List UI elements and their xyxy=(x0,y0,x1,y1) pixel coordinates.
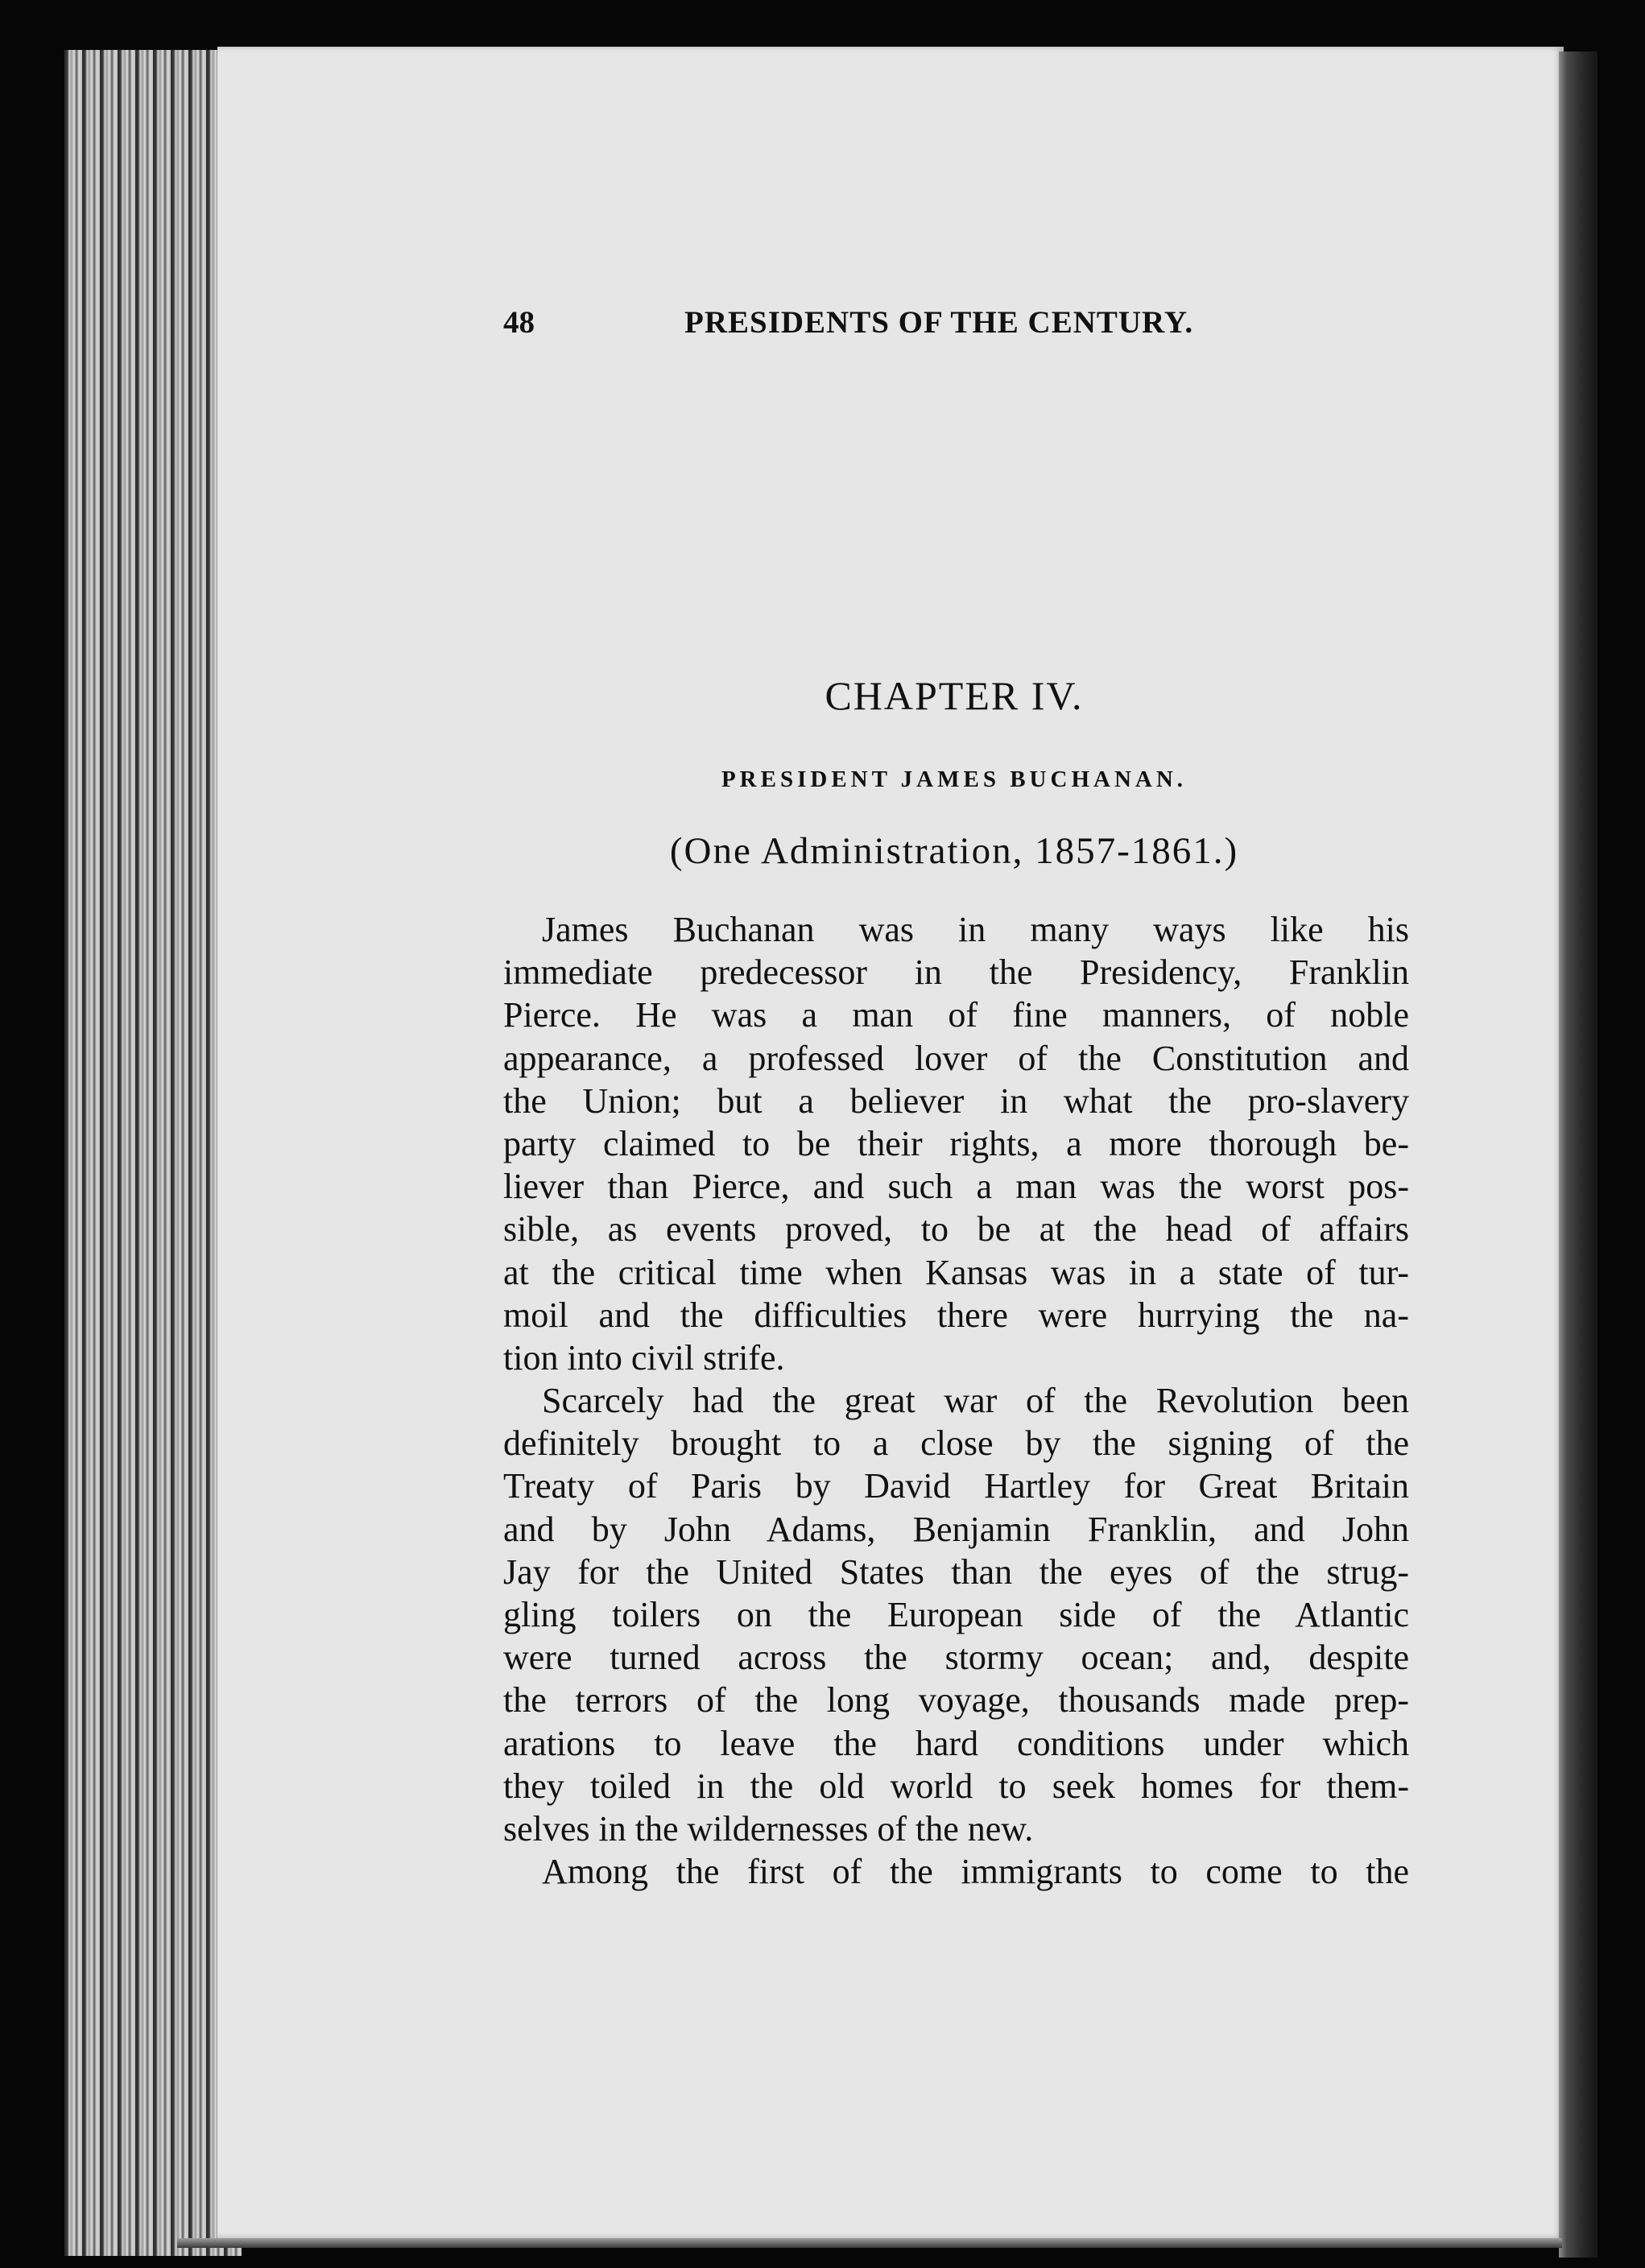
page-number: 48 xyxy=(503,305,535,340)
stacked-page-edges xyxy=(64,50,242,2256)
text-line: they toiled in the old world to seek homes for them- xyxy=(503,1766,1409,1806)
text-line: moil and the difficulties there were hurrying the na- xyxy=(503,1295,1409,1335)
text-line: selves in the wildernesses of the new. xyxy=(503,1808,1034,1849)
page-bottom-edge xyxy=(177,2238,1562,2248)
text-line: sible, as events proved, to be at the head of affairs xyxy=(503,1209,1409,1250)
administration-dates: (One Administration, 1857-1861.) xyxy=(669,830,1239,872)
text-line: and by John Adams, Benjamin Franklin, and John xyxy=(503,1509,1409,1549)
text-line: liever than Pierce, and such a man was the worst pos- xyxy=(503,1167,1409,1207)
text-line: Treaty of Paris by David Hartley for Great Britain xyxy=(503,1466,1409,1506)
text-line: Among the first of the immigrants to come to the xyxy=(542,1852,1409,1892)
text-line: the Union; but a believer in what the pro-slavery xyxy=(503,1080,1409,1121)
text-line: Jay for the United States than the eyes of the strug- xyxy=(503,1551,1409,1592)
text-line: appearance, a professed lover of the Constitution and xyxy=(503,1038,1409,1078)
text-line: gling toilers on the European side of the Atlantic xyxy=(503,1595,1409,1634)
text-line: James Buchanan was in many ways like his xyxy=(542,910,1409,949)
chapter-subtitle: PRESIDENT JAMES BUCHANAN. xyxy=(721,766,1188,792)
text-line: arations to leave the hard conditions under which xyxy=(503,1723,1409,1763)
text-line: party claimed to be their rights, a more thorough be- xyxy=(503,1123,1409,1163)
text-line: were turned across the stormy ocean; and, despite xyxy=(503,1638,1409,1678)
text-line: the terrors of the long voyage, thousands made prep- xyxy=(503,1680,1409,1721)
running-title: PRESIDENTS OF THE CENTURY. xyxy=(684,305,1194,340)
chapter-title: CHAPTER IV. xyxy=(825,673,1084,718)
book-spine xyxy=(1559,52,1597,2258)
body-text xyxy=(503,908,1409,1893)
text-line: at the critical time when Kansas was in a state of tur- xyxy=(503,1252,1409,1292)
text-line: immediate predecessor in the Presidency, Franklin xyxy=(503,952,1409,993)
text-line: tion into civil strife. xyxy=(503,1337,785,1378)
text-line: Pierce. He was a man of fine manners, of noble xyxy=(503,995,1409,1035)
text-line: Scarcely had the great war of the Revolution been xyxy=(542,1381,1409,1421)
text-line: definitely brought to a close by the signing of the xyxy=(503,1423,1409,1464)
